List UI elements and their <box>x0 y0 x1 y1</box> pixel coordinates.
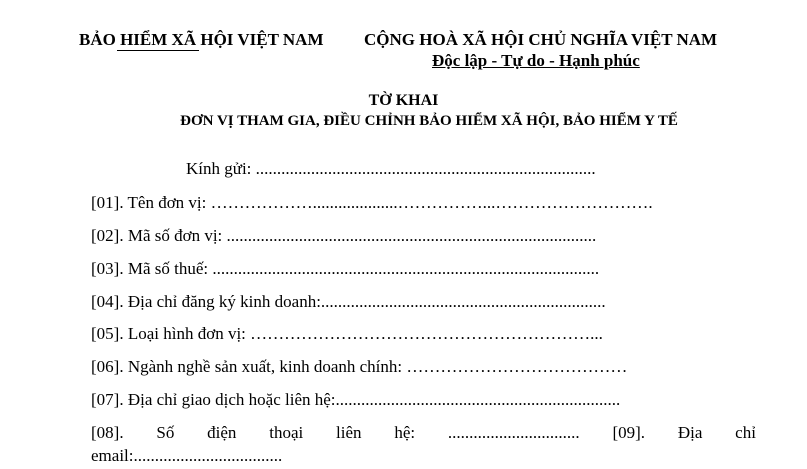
field-unit-code: [02]. Mã số đơn vị: ....................................................................................... <box>91 226 597 245</box>
field-tax-code: [03]. Mã số thuế: ........................................................................................... <box>91 259 600 278</box>
field-business-address: [04]. Địa chỉ đăng ký kinh doanh:................................................................... <box>91 292 606 311</box>
phone-word: chỉ <box>735 423 756 442</box>
motto: Độc lập - Tự do - Hạnh phúc <box>432 51 640 70</box>
phone-word: Số <box>156 423 175 442</box>
phone-word: liên <box>336 423 362 442</box>
phone-word: điện <box>207 423 237 442</box>
phone-word: thoại <box>269 423 304 442</box>
field-unit-type: [05]. Loại hình đơn vị: ……………………………………………………... <box>91 324 603 343</box>
field-email: email:................................... <box>91 446 283 465</box>
field-phone-line <box>91 423 756 443</box>
field-main-industry: [06]. Ngành nghề sản xuất, kinh doanh chính: ………………………………… <box>91 357 628 376</box>
form-subtitle: ĐƠN VỊ THAM GIA, ĐIỀU CHỈNH BẢO HIỂM XÃ HỘI, BẢO HIỂM Y TẾ <box>180 113 678 129</box>
agency-name: BẢO HIỂM XÃ HỘI VIỆT NAM <box>79 30 324 49</box>
phone-word: [08]. <box>91 423 124 442</box>
phone-word: hệ: <box>394 423 416 442</box>
phone-word: [09]. <box>612 423 646 442</box>
field-contact-address: [07]. Địa chỉ giao dịch hoặc liên hệ:................................................................... <box>91 390 621 409</box>
phone-dots: ............................... <box>447 423 580 442</box>
field-unit-name: [01]. Tên đơn vị: ………………....................……………...………………………. <box>91 193 653 212</box>
phone-word: Địa <box>677 423 703 442</box>
agency-underline <box>117 50 199 51</box>
form-title: TỜ KHAI <box>368 92 439 109</box>
recipient-line: Kính gửi: ................................................................................ <box>186 159 596 178</box>
country-name: CỘNG HOÀ XÃ HỘI CHỦ NGHĨA VIỆT NAM <box>364 30 718 49</box>
